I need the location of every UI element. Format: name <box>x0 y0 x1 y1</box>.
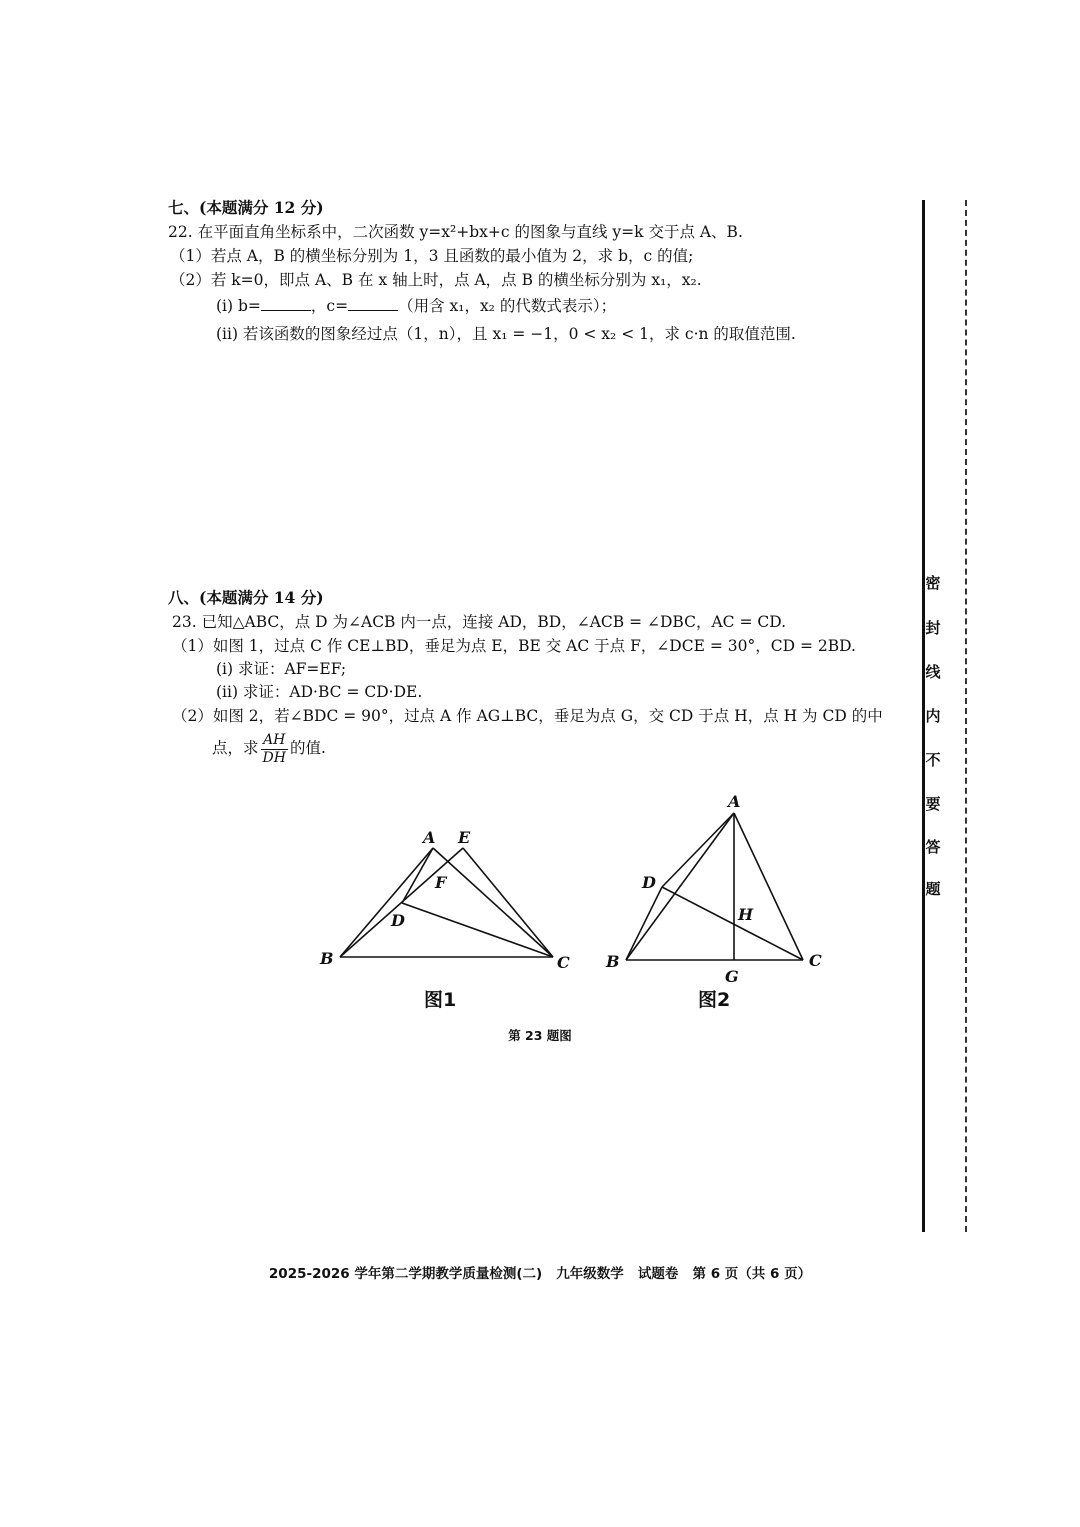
fig2-segment-dc <box>662 887 803 960</box>
fig2-label-h: H <box>738 905 754 924</box>
q22-i-b-label: (i) b= <box>216 297 261 315</box>
fig1-label-b: B <box>320 949 334 968</box>
q23-part1: （1）如图 1，过点 C 作 CE⊥BD，垂足为点 E，BE 交 AC 于点 F，∠DCE = 30°，CD = 2BD. <box>172 637 856 655</box>
q23-part1-ii: (ii) 求证：AD·BC = CD·DE. <box>216 683 423 701</box>
q22-i-c-label: ，c= <box>310 297 349 315</box>
fig1-label-e: E <box>458 828 471 847</box>
fig2-label-c: C <box>809 951 822 970</box>
fig1-segment-ac <box>433 848 553 957</box>
fraction-denominator: DH <box>262 749 286 766</box>
fig2-label-d: D <box>642 873 656 892</box>
fig1-label-a: A <box>423 828 436 847</box>
fig2-segment-ac <box>734 813 803 960</box>
fig2-segment-bd <box>626 887 662 960</box>
section-7-heading: 七、(本题满分 12 分) <box>168 198 324 217</box>
seal-char-5: 不 <box>925 751 941 769</box>
seal-char-7: 答 <box>925 838 941 856</box>
seal-char-8: 题 <box>925 880 941 898</box>
q23-part2-prefix: 点，求 <box>212 739 259 757</box>
q23-part1-i: (i) 求证：AF=EF; <box>216 660 347 678</box>
page-footer: 2025-2026 学年第二学期教学质量检测(二) 九年级数学 试题卷 第 6 页（共 6 页） <box>268 1266 812 1282</box>
q23-part2-suffix: 的值. <box>289 739 326 757</box>
q22-i-note: （用含 x₁，x₂ 的代数式表示）； <box>398 297 617 315</box>
q22-part1: （1）若点 A，B 的横坐标分别为 1，3 且函数的最小值为 2，求 b，c 的值; <box>170 247 694 265</box>
fig1-label-f: F <box>435 873 447 892</box>
figure-1 <box>340 848 553 957</box>
seal-char-4: 内 <box>925 707 941 725</box>
section-8-heading: 八、(本题满分 14 分) <box>168 588 324 607</box>
seal-char-2: 封 <box>925 619 941 637</box>
fig2-label-g: G <box>725 967 739 986</box>
seal-char-1: 密 <box>925 574 941 592</box>
figure-caption: 第 23 题图 <box>508 1028 572 1043</box>
seal-char-6: 要 <box>925 795 941 813</box>
q23-part2: （2）如图 2，若∠BDC = 90°，过点 A 作 AG⊥BC，垂足为点 G，交 CD 于点 H，点 H 为 CD 的中 <box>172 707 883 725</box>
fig1-label-d: D <box>391 911 405 930</box>
fig1-segment-ba <box>340 848 433 957</box>
fig1-label-c: C <box>557 953 570 972</box>
fig2-label-a: A <box>728 792 741 811</box>
q22-sub-ii: (ii) 若该函数的图象经过点（1，n），且 x₁ = −1，0 < x₂ < 1，求 c·n 的取值范围. <box>216 325 796 343</box>
q22-stem: 22. 在平面直角坐标系中，二次函数 y=x²+bx+c 的图象与直线 y=k 交于点 A、B. <box>168 223 743 241</box>
fig2-caption: 图2 <box>698 989 731 1011</box>
fraction-numerator: AH <box>261 732 288 750</box>
fig2-segment-ad <box>662 813 734 887</box>
q22-part2: （2）若 k=0，即点 A、B 在 x 轴上时，点 A，点 B 的横坐标分别为 x₁，x₂. <box>170 271 702 289</box>
fig1-caption: 图1 <box>424 989 457 1011</box>
seal-char-3: 线 <box>925 663 941 681</box>
seal-dashed-line <box>965 200 967 1232</box>
fig2-label-b: B <box>606 952 620 971</box>
q23-stem: 23. 已知△ABC，点 D 为∠ACB 内一点，连接 AD，BD，∠ACB = ∠DBC，AC = CD. <box>172 613 787 631</box>
fig1-segment-ad <box>402 848 433 903</box>
